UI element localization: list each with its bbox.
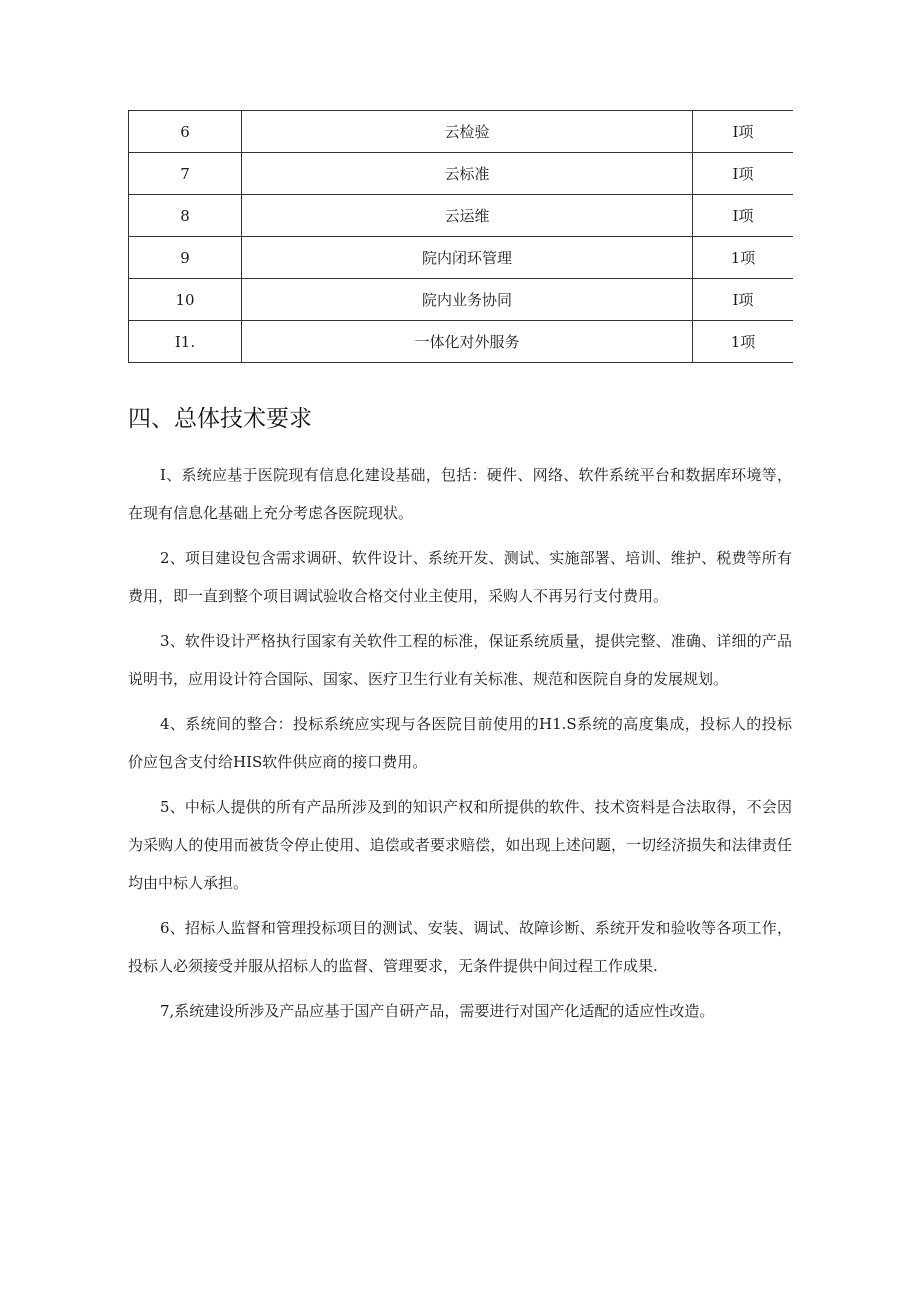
table-row: [129, 237, 794, 279]
items-table-wrapper: [128, 110, 790, 363]
row-number: 10: [129, 279, 242, 321]
item-name: 云检验: [242, 111, 693, 153]
items-table: [128, 110, 793, 363]
item-name: 一体化对外服务: [242, 321, 693, 363]
item-name: 云运维: [242, 195, 693, 237]
table-row: [129, 321, 794, 363]
item-quantity: 1项: [693, 237, 794, 279]
row-number: 6: [129, 111, 242, 153]
item-name: 院内业务协同: [242, 279, 693, 321]
requirement-paragraph: 3、软件设计严格执行国家有关软件工程的标准，保证系统质量，提供完整、准确、详细的产品说明书，应用设计符合国际、国家、医疗卫生行业有关标准、规范和医院自身的发展规划。: [128, 632, 792, 688]
item-quantity: 1项: [693, 321, 794, 363]
item-quantity: I项: [693, 111, 794, 153]
table-row: [129, 111, 794, 153]
item-name: 云标准: [242, 153, 693, 195]
requirement-paragraph: 6、招标人监督和管理投标项目的测试、安装、调试、故障诊断、系统开发和验收等各项工作，投标人必须接受并服从招标人的监督、管理要求，无条件提供中间过程工作成果.: [128, 919, 792, 975]
table-row: [129, 153, 794, 195]
item-name: 院内闭环管理: [242, 237, 693, 279]
row-number: 8: [129, 195, 242, 237]
item-quantity: I项: [693, 279, 794, 321]
requirement-paragraph: 4、系统间的整合：投标系统应实现与各医院目前使用的H1.S系统的高度集成，投标人的投标价应包含支付给HIS软件供应商的接口费用。: [128, 715, 792, 771]
item-quantity: I项: [693, 195, 794, 237]
item-quantity: I项: [693, 153, 794, 195]
row-number: I1.: [129, 321, 242, 363]
requirement-paragraph: I、系统应基于医院现有信息化建设基础，包括：硬件、网络、软件系统平台和数据库环境等，在现有信息化基础上充分考虑各医院现状。: [128, 466, 792, 522]
requirements-body: [128, 456, 792, 1037]
requirement-paragraph: 5、中标人提供的所有产品所涉及到的知识产权和所提供的软件、技术资料是合法取得，不会因为采购人的使用而被货令停止使用、追偿或者要求赔偿，如出现上述问题，一切经济损失和法律责任均由中标人承担。: [128, 798, 792, 892]
table-row: [129, 279, 794, 321]
requirement-paragraph: 2、项目建设包含需求调研、软件设计、系统开发、测试、实施部署、培训、维护、税费等所有费用，即一直到整个项目调试验收合格交付业主使用，采购人不再另行支付费用。: [128, 549, 792, 605]
section-heading: 四、总体技术要求: [128, 406, 312, 432]
row-number: 9: [129, 237, 242, 279]
table-row: [129, 195, 794, 237]
row-number: 7: [129, 153, 242, 195]
requirement-paragraph: 7,系统建设所涉及产品应基于国产自研产品，需要进行对国产化适配的适应性改造。: [160, 1002, 715, 1020]
